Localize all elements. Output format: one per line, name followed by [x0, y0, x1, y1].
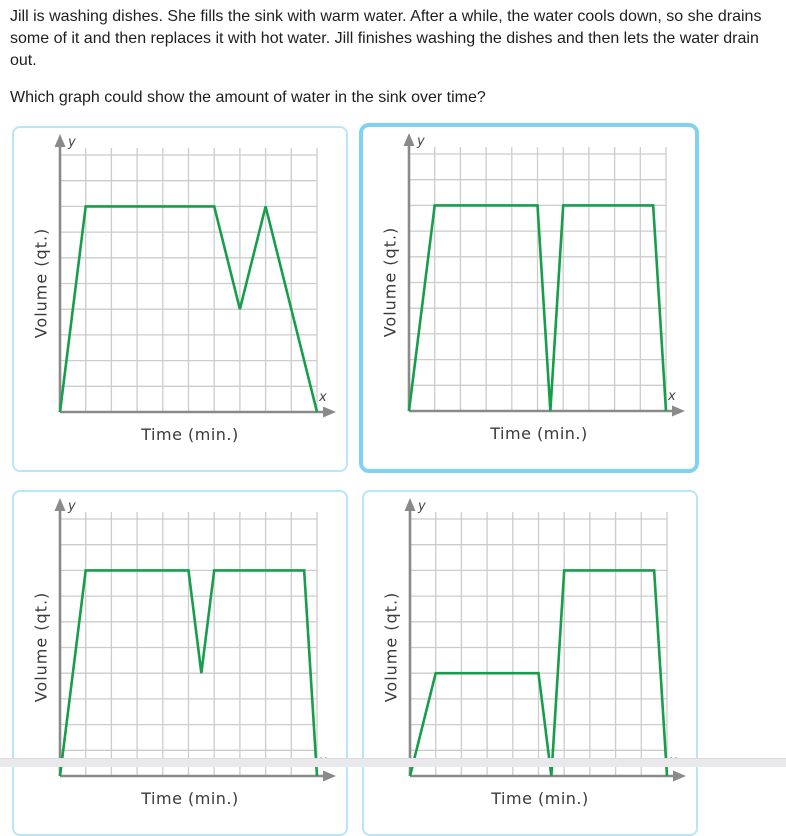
- svg-text:y: y: [417, 134, 425, 149]
- question-text: Jill is washing dishes. She fills the sink with warm water. After a while, the water cools down, so she drains some of it and then replaces it with hot water. Jill finishes washing the dishes and then lets the water drain out.: [10, 8, 762, 69]
- x-axis-title: Time (min.): [141, 425, 239, 444]
- line-graph: [14, 492, 346, 834]
- y-axis-title: Volume (qt.): [31, 591, 51, 703]
- graph-option-b[interactable]: [359, 123, 699, 473]
- svg-text:y: y: [418, 499, 426, 514]
- y-axis-title: Volume (qt.): [380, 226, 400, 338]
- svg-text:y: y: [68, 499, 76, 514]
- question-prompt: Which graph could show the amount of water in the sink over time?: [10, 89, 486, 106]
- line-graph: [363, 127, 695, 469]
- line-graph: [14, 128, 346, 470]
- line-graph: [364, 492, 696, 834]
- svg-text:x: x: [319, 390, 327, 405]
- svg-text:y: y: [68, 135, 76, 150]
- x-axis-title: Time (min.): [491, 789, 589, 808]
- footer-strip: [0, 758, 786, 767]
- x-axis-title: Time (min.): [141, 789, 239, 808]
- x-axis-title: Time (min.): [490, 424, 588, 443]
- graph-option-a[interactable]: [12, 126, 348, 472]
- y-axis-title: Volume (qt.): [31, 227, 51, 339]
- svg-text:x: x: [668, 389, 676, 404]
- graph-option-d[interactable]: [362, 490, 698, 836]
- graph-option-c[interactable]: [12, 490, 348, 836]
- y-axis-title: Volume (qt.): [381, 591, 401, 703]
